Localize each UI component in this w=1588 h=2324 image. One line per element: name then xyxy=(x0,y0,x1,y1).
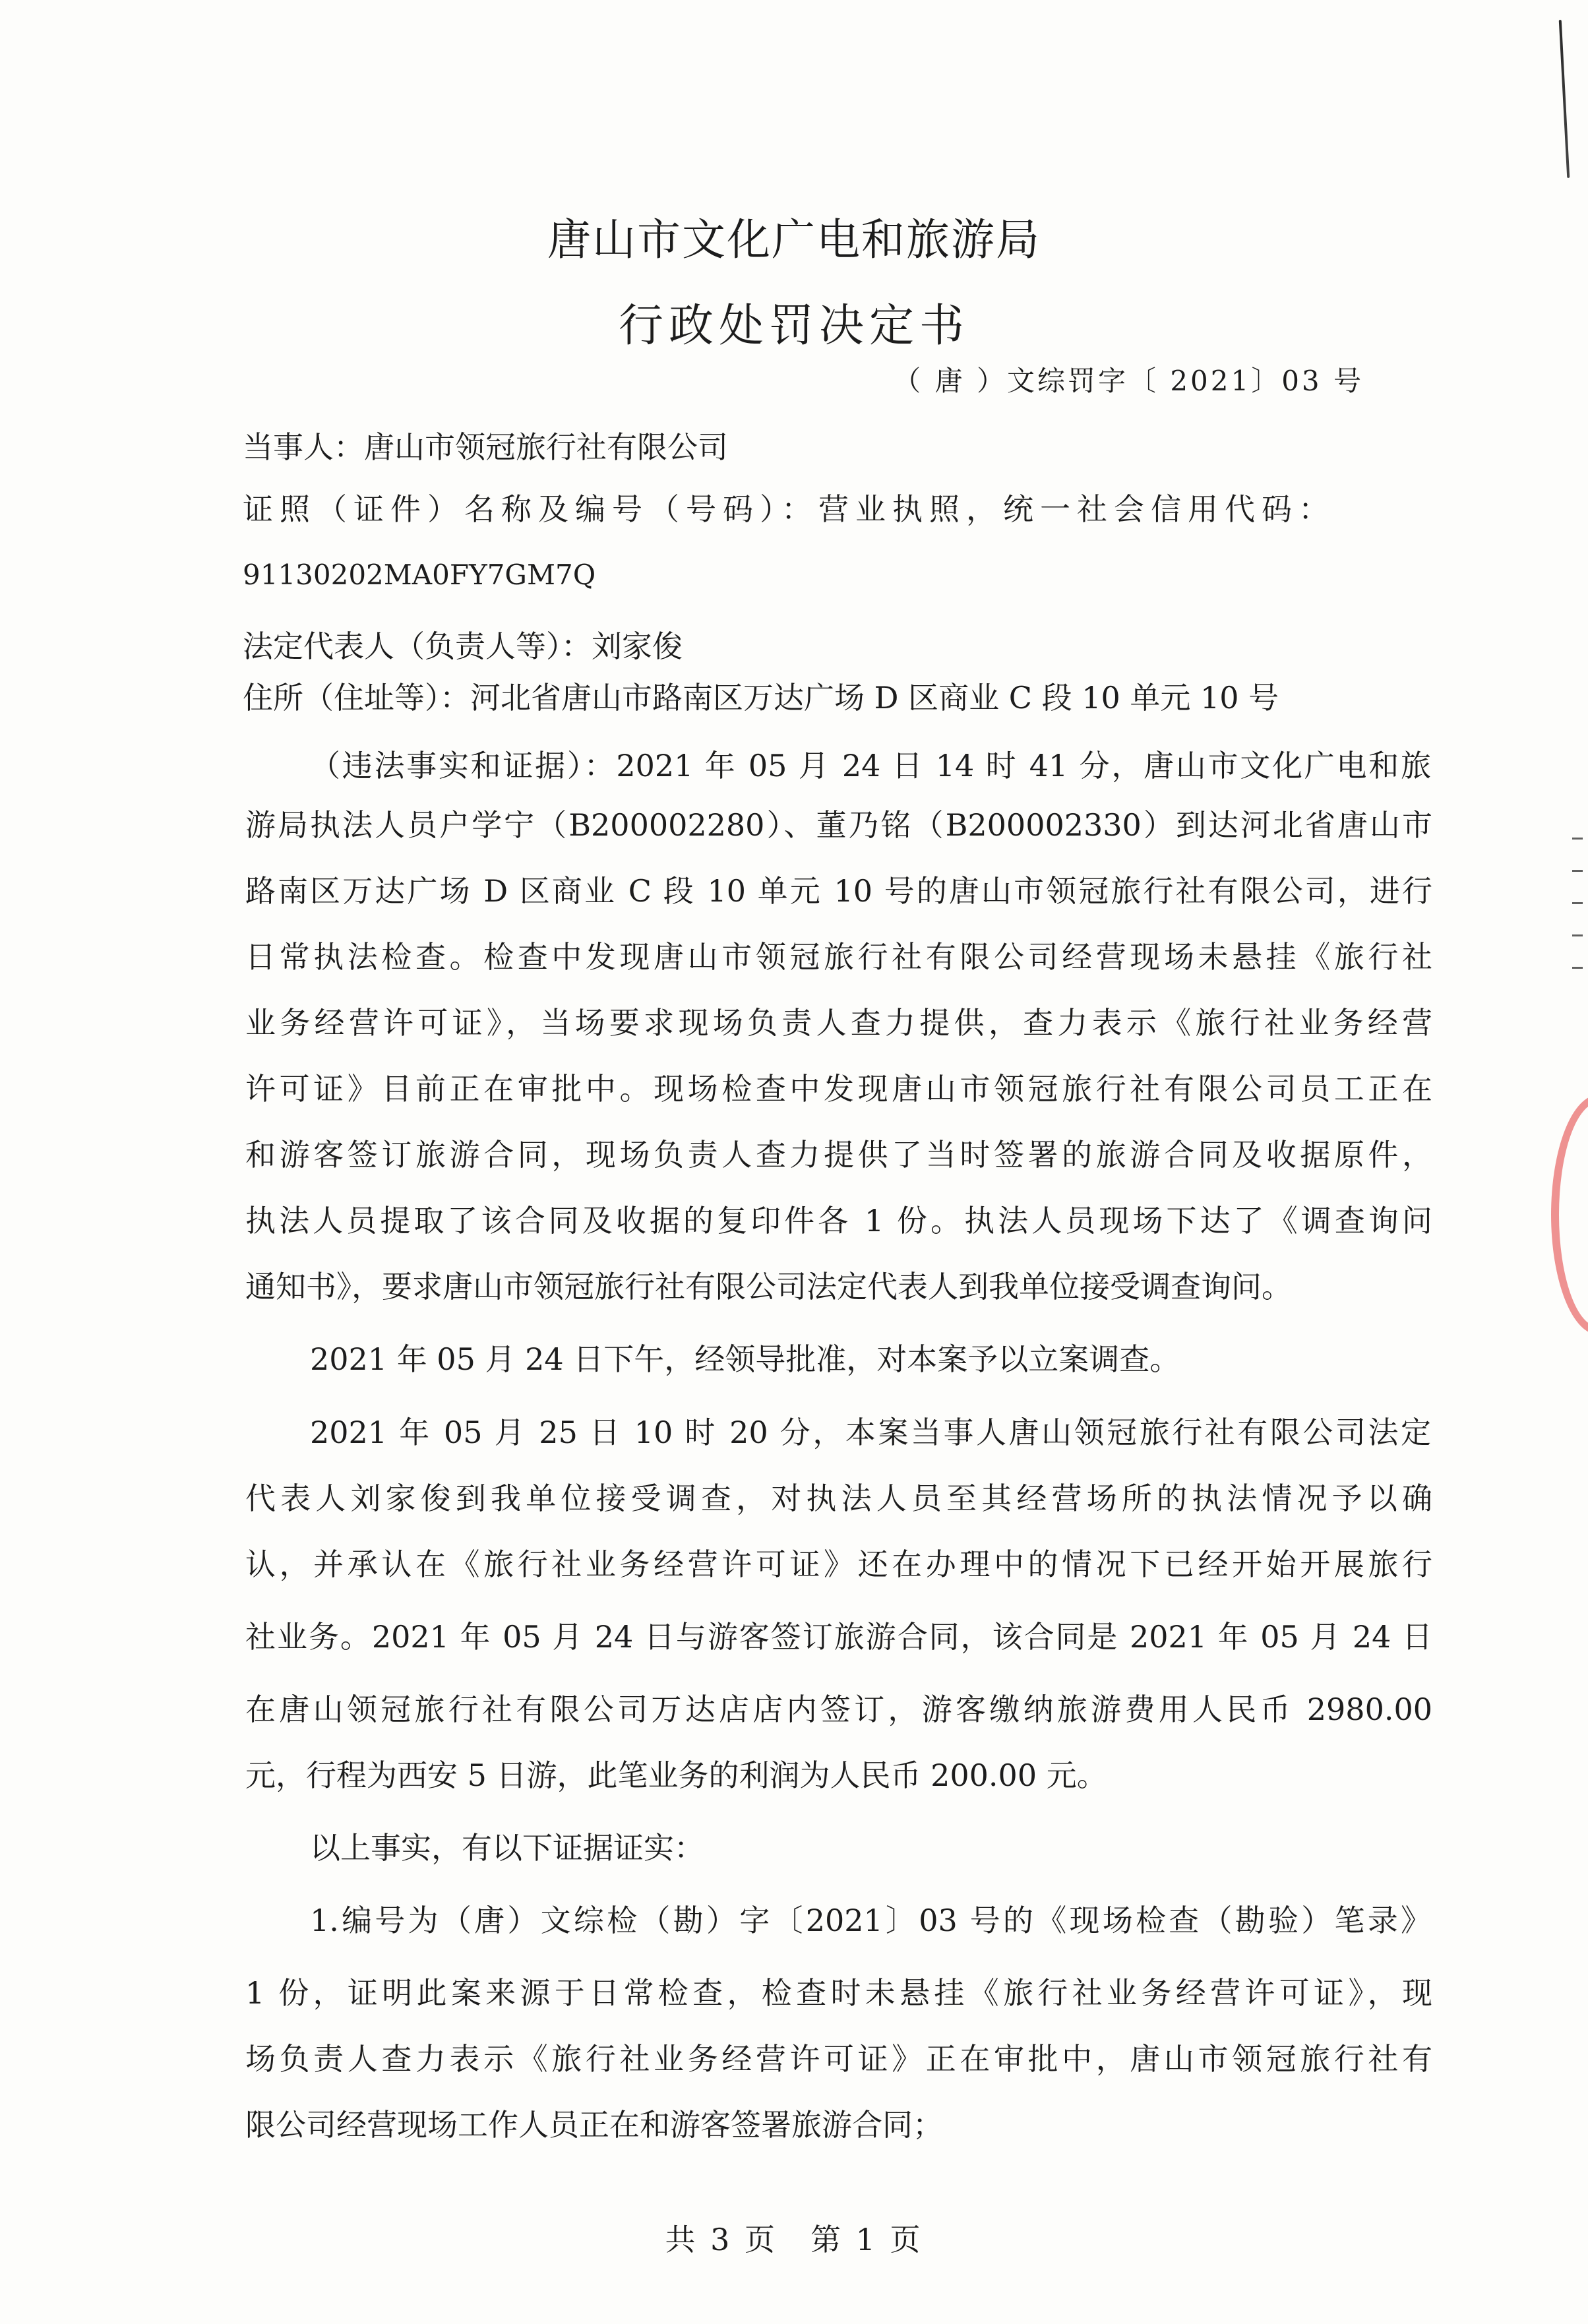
paragraph-line: 限公司经营现场工作人员正在和游客签署旅游合同； xyxy=(245,2107,943,2143)
paragraph-line: 元，行程为西安 5 日游，此笔业务的利润为人民币 200.00 元。 xyxy=(245,1758,1107,1793)
paragraph-line: 代表人刘家俊到我单位接受调查，对执法人员至其经营场所的执法情况予以确 xyxy=(245,1481,1432,1516)
license-line: 证照（证件）名称及编号（号码）：营业执照，统一社会信用代码： xyxy=(243,491,1335,527)
paragraph-line: 社业务。2021 年 05 月 24 日与游客签订旅游合同，该合同是 2021 年 05 月 24 日 xyxy=(245,1619,1432,1655)
paragraph-line: 日常执法检查。检查中发现唐山市领冠旅行社有限公司经营现场未悬挂《旅行社 xyxy=(245,939,1432,975)
scan-edge-marks xyxy=(1572,838,1585,1035)
agency-title: 唐山市文化广电和旅游局 xyxy=(547,214,1041,265)
paragraph-line: 许可证》目前正在审批中。现场检查中发现唐山市领冠旅行社有限公司员工正在 xyxy=(245,1071,1432,1107)
paragraph-line: 2021 年 05 月 25 日 10 时 20 分，本案当事人唐山领冠旅行社有限公司法定 xyxy=(310,1415,1431,1450)
red-seal-fragment xyxy=(1551,1095,1588,1335)
paragraph-line: 以上事实，有以下证据证实： xyxy=(310,1830,704,1866)
paragraph-line: 游局执法人员户学宁（B200002280）、董乃铭（B200002330）到达河北省唐山市 xyxy=(245,807,1432,843)
party-name: 当事人：唐山市领冠旅行社有限公司 xyxy=(243,429,728,465)
credit-code: 91130202MA0FY7GM7Q xyxy=(243,559,596,591)
paragraph-line: 业务经营许可证》，当场要求现场负责人查力提供，查力表示《旅行社业务经营 xyxy=(245,1005,1432,1041)
paragraph-line: 1.编号为（唐）文综检（勘）字〔2021〕03 号的《现场检查（勘验）笔录》 xyxy=(310,1903,1431,1938)
paragraph-line: 1 份，证明此案来源于日常检查，检查时未悬挂《旅行社业务经营许可证》，现 xyxy=(245,1975,1432,2011)
paragraph-line: 通知书》，要求唐山市领冠旅行社有限公司法定代表人到我单位接受调查询问。 xyxy=(245,1269,1292,1304)
paragraph-line: 2021 年 05 月 24 日下午，经领导批准，对本案予以立案调查。 xyxy=(310,1341,1180,1377)
page-footer: 共 3 页 第 1 页 xyxy=(665,2222,923,2257)
paragraph-line: 在唐山领冠旅行社有限公司万达店店内签订，游客缴纳旅游费用人民币 2980.00 xyxy=(245,1692,1432,1727)
paragraph-line: 执法人员提取了该合同及收据的复印件各 1 份。执法人员现场下达了《调查询问 xyxy=(245,1203,1432,1238)
paragraph-line: 场负责人查力表示《旅行社业务经营许可证》正在审批中，唐山市领冠旅行社有 xyxy=(245,2041,1432,2077)
document-number: （ 唐 ）文综罚字〔 2021〕03 号 xyxy=(893,365,1364,397)
paragraph-line: 认，并承认在《旅行社业务经营许可证》还在办理中的情况下已经开始开展旅行 xyxy=(245,1546,1432,1582)
address-line: 住所（住址等）：河北省唐山市路南区万达广场 D 区商业 C 段 10 单元 10 号 xyxy=(243,680,1279,716)
document-title: 行政处罚决定书 xyxy=(618,300,969,352)
paragraph-line: 路南区万达广场 D 区商业 C 段 10 单元 10 号的唐山市领冠旅行社有限公司，进行 xyxy=(245,873,1432,909)
paragraph-line: （违法事实和证据）：2021 年 05 月 24 日 14 时 41 分，唐山市文化广电和旅 xyxy=(310,748,1431,783)
legal-representative: 法定代表人（负责人等）：刘家俊 xyxy=(243,628,683,664)
paragraph-line: 和游客签订旅游合同，现场负责人查力提供了当时签署的旅游合同及收据原件， xyxy=(245,1137,1432,1173)
scan-edge-line xyxy=(1559,20,1570,178)
